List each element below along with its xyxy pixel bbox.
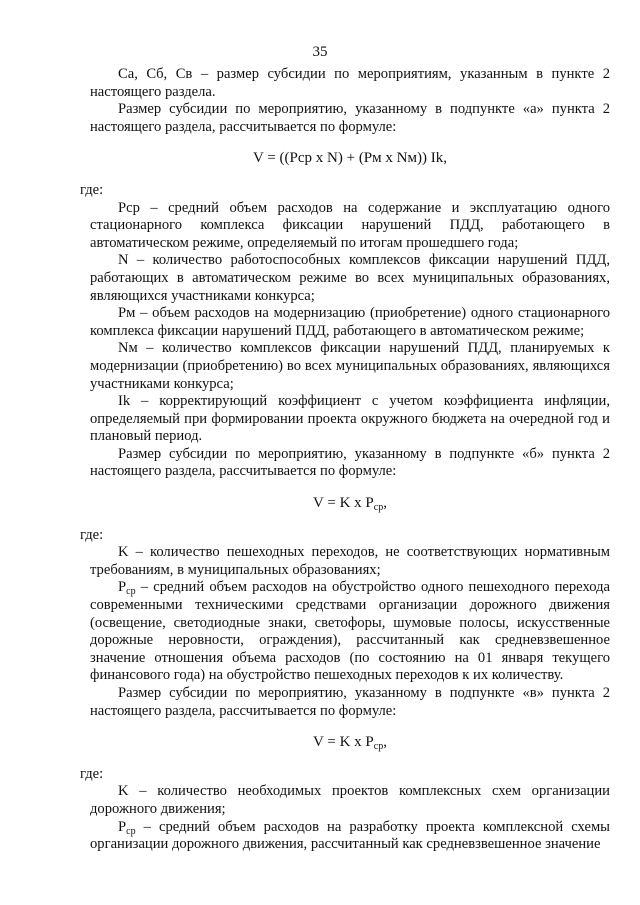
formula-c (90, 734, 610, 752)
pcp-symbol-2: P (118, 818, 127, 835)
formula-b-end: , (383, 495, 387, 512)
definition-nm: Nм – количество комплексов фиксации нарушений ПДД, планируемых к модернизации (приобретению) во всех муниципальных образованиях, являющихся участниками конкурса; (90, 340, 610, 392)
paragraph-formula-c-intro: Размер субсидии по мероприятию, указанному в подпункте «в» пункта 2 настоящего раздела, рассчитывается по формуле: (90, 685, 610, 719)
formula-b-main: V = K x P (313, 495, 374, 512)
pcp-subscript-2: ср (126, 825, 136, 837)
pcp-subscript: ср (126, 586, 136, 598)
page-body (80, 66, 610, 854)
pcp-schemes-text: – средний объем расходов на разработку проекта комплексной схемы организации дорожного движения, рассчитанный как средневзвешенное значение (90, 818, 610, 853)
pcp-symbol: P (118, 579, 127, 596)
formula-c-main: V = K x P (313, 734, 374, 751)
formula-b (90, 495, 610, 513)
formula-c-subscript: ср (373, 741, 384, 753)
definition-pcp-schemes (90, 819, 610, 854)
pcp-crossings-text: – средний объем расходов на обустройство одного пешеходного перехода современными техническими средствами организации дорожного движения (освещение, светодиодные знаки, светофоры, шумовые полосы, искусственные дорожные неровности, ограждения), рассчитанный как средневзвешенное значение отношения объема расходов (по состоянию на 01 января текущего финансового года) на обустройство пешеходных переходов к их количеству. (90, 579, 610, 684)
where-label-1: где: (80, 181, 104, 198)
paragraph-formula-b-intro: Размер субсидии по мероприятию, указанному в подпункте «б» пункта 2 настоящего раздела, рассчитывается по формуле: (90, 445, 610, 480)
definition-k-crossings: K – количество пешеходных переходов, не соответствующих нормативным требованиям, в муниципальных образованиях; (90, 544, 610, 578)
where-label-3: где: (80, 765, 104, 782)
formula-a: V = ((Pcp x N) + (Pм x Nм)) Ik, (253, 150, 447, 167)
page-number: 35 (312, 44, 328, 60)
definition-k-schemes: K – количество необходимых проектов комплексных схем организации дорожного движения; (90, 783, 610, 817)
definition-n: N – количество работоспособных комплексов фиксации нарушений ПДД, работающих в автоматическом режиме во всех муниципальных образованиях, являющихся участниками конкурса; (90, 252, 610, 304)
formula-b-subscript: ср (373, 502, 384, 514)
definition-pcp: Pcp – средний объем расходов на содержание и эксплуатацию одного стационарного комплекса фиксации нарушений ПДД, работающего в автоматическом режиме, определяемый по итогам прошедшего года; (90, 199, 610, 251)
paragraph-subsidy-symbols: Cа, Cб, Cв – размер субсидии по мероприятиям, указанным в пункте 2 настоящего раздела. (90, 66, 610, 100)
definition-pm: Pм – объем расходов на модернизацию (приобретение) одного стационарного комплекса фиксации нарушений ПДД, работающего в автоматическом режиме; (90, 305, 610, 339)
where-label-2: где: (80, 526, 104, 543)
formula-c-end: , (383, 734, 387, 751)
paragraph-formula-a-intro: Размер субсидии по мероприятию, указанному в подпункте «а» пункта 2 настоящего раздела, рассчитывается по формуле: (90, 101, 610, 135)
definition-pcp-crossings (90, 579, 610, 685)
definition-ik: Ik – корректирующий коэффициент с учетом коэффициента инфляции, определяемый при формировании проекта окружного бюджета на очередной год и плановый период. (90, 393, 610, 445)
